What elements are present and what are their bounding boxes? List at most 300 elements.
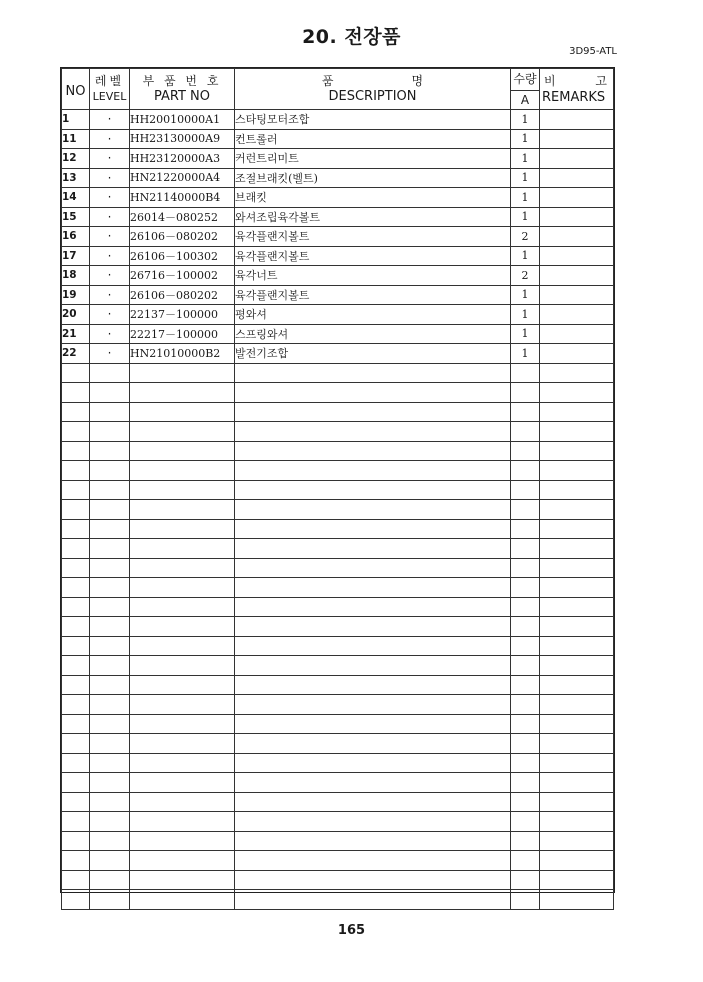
table-row	[62, 383, 614, 403]
row-qty	[511, 851, 540, 871]
table-row	[62, 890, 614, 910]
row-level	[90, 519, 130, 539]
row-level: ·	[90, 344, 130, 364]
table-row	[62, 792, 614, 812]
row-part-no	[130, 363, 235, 383]
row-part-no: HH23120000A3	[130, 149, 235, 169]
row-remarks	[540, 266, 614, 286]
row-part-no: 22217－100000	[130, 324, 235, 344]
row-qty	[511, 539, 540, 559]
row-part-no	[130, 792, 235, 812]
row-level: ·	[90, 207, 130, 227]
row-no: 22	[62, 344, 90, 364]
table-row	[62, 675, 614, 695]
row-remarks	[540, 305, 614, 325]
table-row	[62, 402, 614, 422]
row-qty: 1	[511, 129, 540, 149]
row-part-no	[130, 539, 235, 559]
row-qty	[511, 363, 540, 383]
row-description: 스타팅모터조합	[235, 110, 511, 130]
table-row	[62, 305, 614, 325]
row-no	[62, 714, 90, 734]
header-level-ko: 레벨	[94, 74, 125, 88]
row-part-no: 26716－100002	[130, 266, 235, 286]
row-level	[90, 890, 130, 910]
row-no: 15	[62, 207, 90, 227]
table-row	[62, 734, 614, 754]
row-no: 17	[62, 246, 90, 266]
row-description: 브래킷	[235, 188, 511, 208]
row-qty	[511, 422, 540, 442]
table-row	[62, 812, 614, 832]
row-part-no	[130, 558, 235, 578]
row-level: ·	[90, 305, 130, 325]
row-description	[235, 656, 511, 676]
row-description	[235, 695, 511, 715]
table-row	[62, 441, 614, 461]
row-remarks	[540, 812, 614, 832]
header-level	[90, 69, 130, 110]
row-qty	[511, 441, 540, 461]
row-part-no	[130, 851, 235, 871]
row-remarks	[540, 656, 614, 676]
row-part-no	[130, 753, 235, 773]
row-part-no: 22137－100000	[130, 305, 235, 325]
header-remarks-ko-right: 고	[595, 74, 607, 88]
row-description: 커런트리미트	[235, 149, 511, 169]
table-row	[62, 344, 614, 364]
row-level	[90, 597, 130, 617]
row-level	[90, 558, 130, 578]
row-remarks	[540, 890, 614, 910]
row-remarks	[540, 734, 614, 754]
row-description	[235, 675, 511, 695]
row-part-no	[130, 461, 235, 481]
row-level	[90, 578, 130, 598]
row-level: ·	[90, 188, 130, 208]
row-remarks	[540, 363, 614, 383]
row-level: ·	[90, 110, 130, 130]
table-row	[62, 636, 614, 656]
row-level	[90, 461, 130, 481]
row-qty	[511, 402, 540, 422]
table-row	[62, 617, 614, 637]
row-no	[62, 792, 90, 812]
row-description	[235, 441, 511, 461]
row-part-no: 26106－080202	[130, 227, 235, 247]
row-qty	[511, 617, 540, 637]
row-no	[62, 461, 90, 481]
row-no: 13	[62, 168, 90, 188]
header-desc-ko-right: 명	[411, 74, 424, 88]
row-no	[62, 851, 90, 871]
row-part-no: 26014－080252	[130, 207, 235, 227]
row-level	[90, 870, 130, 890]
row-description	[235, 480, 511, 500]
row-no	[62, 734, 90, 754]
row-qty	[511, 500, 540, 520]
row-description: 육각너트	[235, 266, 511, 286]
row-no	[62, 753, 90, 773]
row-description	[235, 519, 511, 539]
table-row	[62, 851, 614, 871]
header-part-ko: 부 품 번 호	[142, 74, 222, 88]
row-level: ·	[90, 246, 130, 266]
row-qty	[511, 656, 540, 676]
row-level	[90, 539, 130, 559]
row-no	[62, 773, 90, 793]
row-no	[62, 383, 90, 403]
row-level	[90, 734, 130, 754]
table-row	[62, 461, 614, 481]
row-level: ·	[90, 266, 130, 286]
row-part-no	[130, 870, 235, 890]
header-part-en: PART NO	[153, 89, 211, 104]
row-level	[90, 441, 130, 461]
row-part-no	[130, 636, 235, 656]
row-no	[62, 890, 90, 910]
row-no	[62, 695, 90, 715]
row-no: 14	[62, 188, 90, 208]
row-qty	[511, 714, 540, 734]
row-remarks	[540, 402, 614, 422]
row-qty	[511, 578, 540, 598]
row-no: 1	[62, 110, 90, 130]
row-qty	[511, 480, 540, 500]
header-no: NO	[62, 69, 90, 110]
row-remarks	[540, 714, 614, 734]
row-no	[62, 636, 90, 656]
row-remarks	[540, 539, 614, 559]
row-remarks	[540, 617, 614, 637]
row-part-no	[130, 383, 235, 403]
row-part-no	[130, 890, 235, 910]
row-remarks	[540, 110, 614, 130]
row-part-no: 26106－100302	[130, 246, 235, 266]
row-qty	[511, 636, 540, 656]
row-qty	[511, 461, 540, 481]
row-qty: 1	[511, 305, 540, 325]
row-qty	[511, 831, 540, 851]
row-description	[235, 890, 511, 910]
row-description	[235, 714, 511, 734]
header-qty	[511, 69, 540, 110]
row-level: ·	[90, 129, 130, 149]
header-description	[235, 69, 511, 110]
row-no	[62, 656, 90, 676]
row-part-no: HN21010000B2	[130, 344, 235, 364]
parts-table	[61, 68, 614, 910]
row-remarks	[540, 168, 614, 188]
row-description	[235, 461, 511, 481]
row-part-no: 26106－080202	[130, 285, 235, 305]
row-description	[235, 870, 511, 890]
row-description: 스프링와셔	[235, 324, 511, 344]
row-remarks	[540, 383, 614, 403]
row-qty: 1	[511, 285, 540, 305]
row-level	[90, 656, 130, 676]
row-remarks	[540, 188, 614, 208]
row-level	[90, 851, 130, 871]
row-level	[90, 812, 130, 832]
table-row	[62, 714, 614, 734]
table-row	[62, 480, 614, 500]
row-level	[90, 675, 130, 695]
table-row	[62, 558, 614, 578]
parts-table-body	[62, 110, 614, 910]
row-level: ·	[90, 149, 130, 169]
row-part-no	[130, 617, 235, 637]
model-code: 3D95-ATL	[569, 46, 617, 57]
row-remarks	[540, 149, 614, 169]
row-part-no	[130, 812, 235, 832]
row-part-no	[130, 714, 235, 734]
row-description	[235, 753, 511, 773]
table-row	[62, 266, 614, 286]
row-description	[235, 734, 511, 754]
row-level	[90, 422, 130, 442]
header-remarks	[540, 69, 614, 110]
row-level: ·	[90, 285, 130, 305]
row-qty	[511, 675, 540, 695]
row-part-no: HH20010000A1	[130, 110, 235, 130]
row-level	[90, 695, 130, 715]
row-qty: 1	[511, 246, 540, 266]
row-remarks	[540, 695, 614, 715]
row-part-no	[130, 773, 235, 793]
row-description: 조절브래킷(벨트)	[235, 168, 511, 188]
row-remarks	[540, 558, 614, 578]
row-description: 발전기조합	[235, 344, 511, 364]
row-description	[235, 402, 511, 422]
table-row	[62, 149, 614, 169]
row-level	[90, 714, 130, 734]
row-remarks	[540, 773, 614, 793]
table-row	[62, 695, 614, 715]
row-no	[62, 617, 90, 637]
row-qty	[511, 383, 540, 403]
row-description	[235, 422, 511, 442]
row-part-no: HH23130000A9	[130, 129, 235, 149]
table-row	[62, 773, 614, 793]
row-qty: 1	[511, 168, 540, 188]
row-qty: 1	[511, 188, 540, 208]
table-row	[62, 578, 614, 598]
row-remarks	[540, 500, 614, 520]
row-description: 와셔조립육각볼트	[235, 207, 511, 227]
row-no	[62, 519, 90, 539]
row-remarks	[540, 324, 614, 344]
table-row	[62, 539, 614, 559]
row-no: 16	[62, 227, 90, 247]
row-description: 육각플랜지볼트	[235, 227, 511, 247]
row-description	[235, 383, 511, 403]
row-remarks	[540, 578, 614, 598]
row-qty	[511, 812, 540, 832]
table-row	[62, 168, 614, 188]
row-remarks	[540, 207, 614, 227]
row-remarks	[540, 753, 614, 773]
table-row	[62, 285, 614, 305]
row-no: 21	[62, 324, 90, 344]
row-qty: 2	[511, 266, 540, 286]
row-level	[90, 383, 130, 403]
header-qty-ko: 수량	[511, 69, 539, 91]
row-description	[235, 831, 511, 851]
row-qty	[511, 792, 540, 812]
row-description	[235, 617, 511, 637]
row-level	[90, 831, 130, 851]
page-number: 165	[337, 923, 366, 938]
row-part-no	[130, 500, 235, 520]
row-part-no	[130, 441, 235, 461]
row-part-no	[130, 695, 235, 715]
table-row	[62, 753, 614, 773]
table-row	[62, 870, 614, 890]
row-qty	[511, 695, 540, 715]
row-level	[90, 753, 130, 773]
table-row	[62, 363, 614, 383]
row-remarks	[540, 831, 614, 851]
row-remarks	[540, 285, 614, 305]
row-qty: 1	[511, 207, 540, 227]
row-description	[235, 812, 511, 832]
row-level: ·	[90, 168, 130, 188]
row-qty	[511, 519, 540, 539]
row-level	[90, 617, 130, 637]
row-description	[235, 500, 511, 520]
row-remarks	[540, 461, 614, 481]
row-remarks	[540, 227, 614, 247]
table-row	[62, 246, 614, 266]
row-qty	[511, 597, 540, 617]
header-remarks-en: REMARKS	[542, 90, 606, 105]
row-qty: 1	[511, 149, 540, 169]
row-description	[235, 636, 511, 656]
row-qty: 1	[511, 324, 540, 344]
row-no	[62, 870, 90, 890]
header-part-no	[130, 69, 235, 110]
row-description: 육각플랜지볼트	[235, 246, 511, 266]
table-row	[62, 110, 614, 130]
row-no: 19	[62, 285, 90, 305]
row-level	[90, 402, 130, 422]
row-no	[62, 402, 90, 422]
row-description	[235, 539, 511, 559]
row-description	[235, 597, 511, 617]
table-row	[62, 656, 614, 676]
row-level: ·	[90, 324, 130, 344]
row-description	[235, 773, 511, 793]
row-part-no	[130, 597, 235, 617]
row-no: 12	[62, 149, 90, 169]
header-remarks-ko-left: 비	[544, 74, 556, 88]
table-row	[62, 597, 614, 617]
row-part-no: HN21220000A4	[130, 168, 235, 188]
row-remarks	[540, 675, 614, 695]
row-no	[62, 675, 90, 695]
row-level	[90, 480, 130, 500]
row-qty: 2	[511, 227, 540, 247]
row-description	[235, 851, 511, 871]
row-remarks	[540, 851, 614, 871]
row-no	[62, 578, 90, 598]
table-row	[62, 188, 614, 208]
row-level: ·	[90, 227, 130, 247]
row-level	[90, 773, 130, 793]
row-no	[62, 441, 90, 461]
row-qty	[511, 734, 540, 754]
table-row	[62, 324, 614, 344]
row-remarks	[540, 480, 614, 500]
row-no	[62, 422, 90, 442]
row-remarks	[540, 597, 614, 617]
header-qty-en: A	[520, 93, 530, 107]
row-no	[62, 539, 90, 559]
table-row	[62, 831, 614, 851]
row-remarks	[540, 344, 614, 364]
table-row	[62, 129, 614, 149]
row-description	[235, 578, 511, 598]
table-row	[62, 500, 614, 520]
row-description	[235, 792, 511, 812]
table-row	[62, 207, 614, 227]
row-no	[62, 480, 90, 500]
table-row	[62, 519, 614, 539]
row-level	[90, 363, 130, 383]
parts-list-sheet	[60, 67, 615, 893]
row-part-no	[130, 831, 235, 851]
row-qty	[511, 753, 540, 773]
row-level	[90, 500, 130, 520]
row-no: 11	[62, 129, 90, 149]
row-no	[62, 812, 90, 832]
row-remarks	[540, 792, 614, 812]
row-remarks	[540, 246, 614, 266]
row-no	[62, 500, 90, 520]
row-remarks	[540, 129, 614, 149]
table-row	[62, 227, 614, 247]
row-part-no	[130, 480, 235, 500]
row-no	[62, 597, 90, 617]
row-part-no	[130, 402, 235, 422]
row-qty	[511, 558, 540, 578]
row-description	[235, 558, 511, 578]
row-description: 평와셔	[235, 305, 511, 325]
header-desc-ko-left: 품	[321, 74, 334, 88]
row-remarks	[540, 422, 614, 442]
row-part-no	[130, 734, 235, 754]
row-part-no	[130, 519, 235, 539]
row-no	[62, 558, 90, 578]
row-level	[90, 792, 130, 812]
row-no	[62, 831, 90, 851]
row-remarks	[540, 870, 614, 890]
page-title: 20. 전장품	[302, 26, 401, 48]
row-level	[90, 636, 130, 656]
row-qty	[511, 890, 540, 910]
row-remarks	[540, 636, 614, 656]
table-row	[62, 422, 614, 442]
row-no	[62, 363, 90, 383]
row-description	[235, 363, 511, 383]
row-qty: 1	[511, 344, 540, 364]
row-qty	[511, 870, 540, 890]
row-remarks	[540, 519, 614, 539]
table-header-row	[62, 69, 614, 110]
row-part-no	[130, 578, 235, 598]
row-qty	[511, 773, 540, 793]
